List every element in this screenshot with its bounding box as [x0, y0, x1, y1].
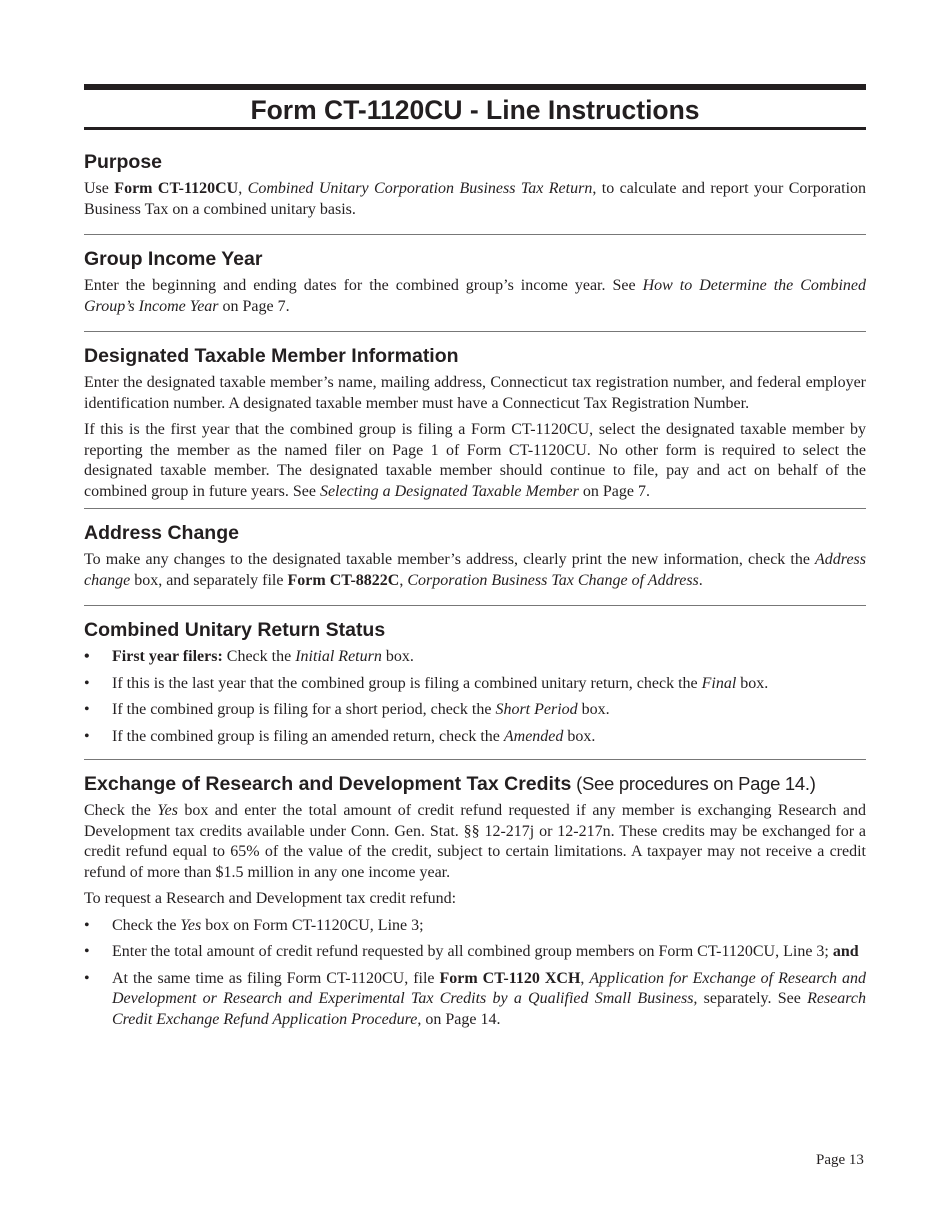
- list-item: • If the combined group is filing an amended return, check the Amended box.: [84, 727, 866, 748]
- address-change-paragraph: To make any changes to the designated taxable member’s address, clearly print the new information, check the Address change box, and separately file Form CT-8822C, Corporation Business Tax Change of Address.: [84, 551, 866, 589]
- list-item: • If the combined group is filing for a short period, check the Short Period box.: [84, 700, 866, 721]
- section-address-change: [84, 509, 866, 591]
- exchange-paragraph-2: To request a Research and Development tax credit refund:: [84, 890, 457, 907]
- section-heading: Purpose: [84, 151, 163, 173]
- section-return-status: [84, 606, 866, 747]
- section-heading: Exchange of Research and Development Tax Credits (See procedures on Page 14.): [84, 773, 816, 795]
- section-heading: Address Change: [84, 522, 239, 544]
- designated-paragraph-1: Enter the designated taxable member’s name, mailing address, Connecticut tax registration number, and federal employer identification number. A designated taxable member must have a Connecticut Tax Registration Number.: [84, 374, 866, 412]
- list-item: • If this is the last year that the combined group is filing a combined unitary return, check the Final box.: [84, 674, 866, 695]
- title-bar: [84, 84, 866, 130]
- heading-note: (See procedures on Page 14.): [571, 773, 816, 794]
- bullet: •: [84, 727, 90, 745]
- bullet: •: [84, 916, 90, 934]
- group-income-year-paragraph: Enter the beginning and ending dates for the combined group’s income year. See How to Determine the Combined Group’s Income Year on Page 7.: [84, 277, 866, 315]
- exchange-list: [84, 916, 866, 1031]
- bullet: •: [84, 701, 90, 718]
- exchange-paragraph-1: Check the Yes box and enter the total amount of credit refund requested if any member is exchanging Research and Development tax credits available under Conn. Gen. Stat. §§ 12-217j or 12-217n. These credits may be exchanged for a credit refund equal to 65% of the value of the credit, subject to certain limitations. A taxpayer may not receive a credit refund of more than $1.5 million in any one income year.: [84, 802, 867, 881]
- list-item: • First year filers: Check the Initial Return box.: [84, 647, 866, 668]
- list-item: • Check the Yes box on Form CT-1120CU, Line 3;: [84, 916, 866, 937]
- purpose-paragraph: Use Form CT-1120CU, Combined Unitary Corporation Business Tax Return, to calculate and report your Corporation Business Tax on a combined unitary basis.: [84, 180, 867, 218]
- page-number: Page 13: [816, 1152, 864, 1168]
- section-designated-taxable-member: [84, 332, 866, 502]
- section-heading: Designated Taxable Member Information: [84, 345, 459, 367]
- designated-paragraph-2: If this is the first year that the combined group is filing a Form CT-1120CU, select the designated taxable member by reporting the member as the named filer on Page 1 of Form CT-1120CU. No other form is required to select the designated taxable member. The designated taxable member should continue to file, pay and act on behalf of the combined group in future years. See Selecting a Designated Taxable Member on Page 7.: [84, 421, 866, 500]
- bullet: •: [84, 648, 90, 665]
- section-purpose: [84, 130, 866, 220]
- list-item: • Enter the total amount of credit refund requested by all combined group members on Form CT-1120CU, Line 3; and: [84, 942, 866, 963]
- section-group-income-year: [84, 235, 866, 317]
- list-item: • At the same time as filing Form CT-1120CU, file Form CT-1120 XCH, Application for Exchange of Research and Development or Research and Experimental Tax Credits by a Qualified Small Business, separately. See Research Credit Exchange Refund Application Procedure, on Page 14.: [84, 969, 867, 1028]
- bullet: •: [84, 943, 90, 960]
- content: [84, 84, 866, 1036]
- return-status-list: [84, 647, 866, 747]
- section-heading: Combined Unitary Return Status: [84, 619, 386, 641]
- bullet: •: [84, 674, 90, 692]
- section-heading: Group Income Year: [84, 248, 263, 270]
- page-title: Form CT-1120CU - Line Instructions: [250, 95, 700, 125]
- section-exchange-rd-credits: [84, 760, 866, 1030]
- bullet: •: [84, 969, 90, 987]
